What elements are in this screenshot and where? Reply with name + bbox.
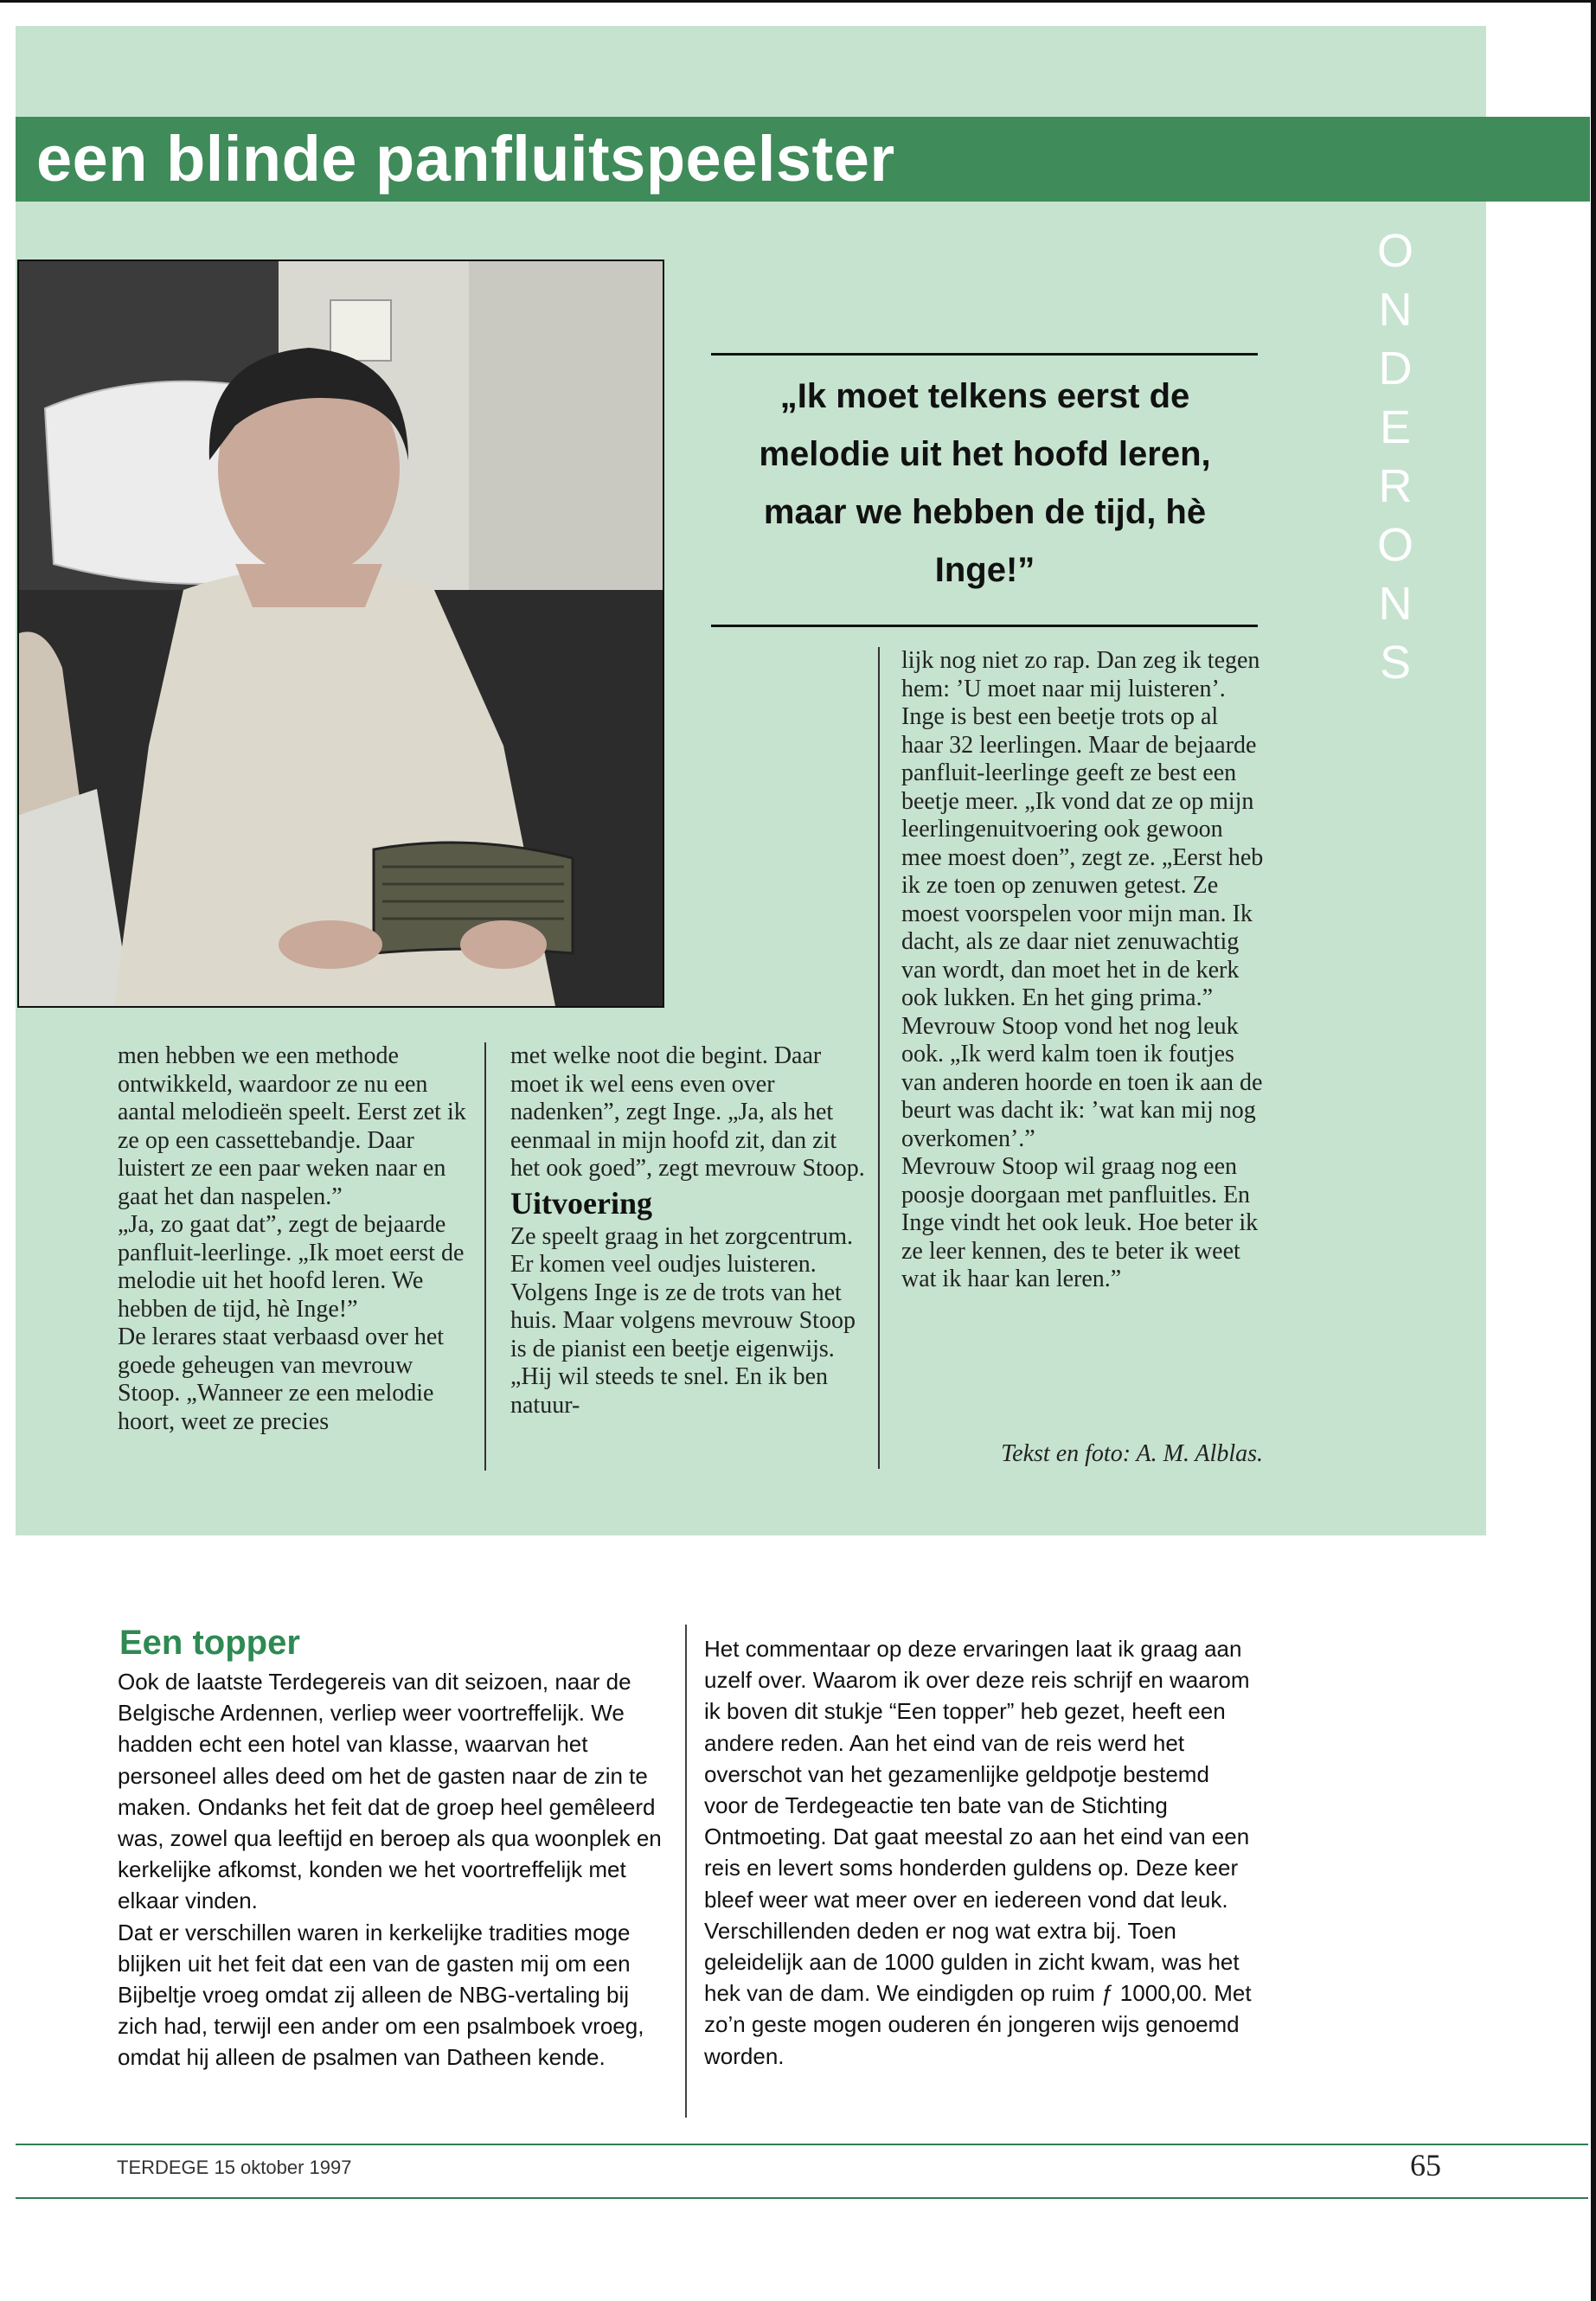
section-label-text: ONDERONS: [1369, 225, 1421, 695]
quote-rule-bottom: [711, 625, 1258, 627]
publication-info: TERDEGE 15 oktober 1997: [117, 2157, 352, 2178]
paragraph: De lerares staat verbaasd over het goede geheugen van mevrouw Stoop. „Wanneer ze een melodie hoort, weet ze precies: [118, 1324, 445, 1435]
article-photo: [17, 260, 664, 1008]
article-column-1: [118, 1042, 472, 1436]
topper-column-left: [118, 1666, 671, 2073]
paragraph: „Ja, zo gaat dat”, zegt de bejaarde panfluit-leerlinge. „Ik moet eerst de melodie uit het hoofd leren. We hebben de tijd, hè Inge!”: [118, 1211, 465, 1323]
footer-rule-bottom: [16, 2197, 1588, 2199]
section-label: [1339, 225, 1452, 695]
paragraph: met welke noot die begint. Daar moet ik wel eens even over nadenken”, zegt Inge. „Ja, als het eenmaal in mijn hoofd zit, dan zit het ook goed”, zegt mevrouw Stoop.: [510, 1042, 865, 1182]
pull-quote: „Ik moet telkens eerst de melodie uit het hoofd leren, maar we hebben de tijd, hè Inge!”: [759, 377, 1211, 589]
topper-column-right: [704, 1633, 1258, 2072]
column-rule: [878, 647, 880, 1469]
paragraph: men hebben we een methode ontwikkeld, waardoor ze nu een aantal melodieën speelt. Eerst zet ik ze op een cassettebandje. Daar luistert ze een paar weken naar en gaat het dan naspelen.”: [118, 1042, 466, 1210]
photo-illustration: [19, 261, 663, 1006]
article-title: een blinde panfluitspeelster: [36, 123, 895, 195]
paragraph: Ook de laatste Terdegereis van dit seizoen, naar de Belgische Ardennen, verliep weer voortreffelijk. We hadden echt een hotel van klasse, waarvan het personeel alles deed om het de gasten naar de zin te maken. Ondanks het feit dat de groep heel gemêleerd was, zowel qua leeftijd en beroep als qua woonplek en kerkelijke afkomst, konden we het voortreffelijk met elkaar vinden.: [118, 1669, 662, 1914]
article-column-3: [901, 647, 1265, 1294]
column-rule: [484, 1042, 486, 1471]
article-column-2: [510, 1042, 865, 1420]
photo-credit: Tekst en foto: A. M. Alblas.: [1001, 1440, 1263, 1467]
paragraph: Inge is best een beetje trots op al haar 32 leerlingen. Maar de bejaarde panfluit-leerlinge geeft ze best een beetje meer. „Ik vond dat ze op mijn leerlingenuitvoering ook gewoon mee moest doen”, zegt ze. „Eerst heb ik ze toen op zenuwen getest. Ze moest voorspelen voor mijn man. Ik dacht, als ze daar niet zenuwachtig van wordt, dan moet het in de kerk ook lukken. En het ging prima.” Mevrouw Stoop vond het nog leuk ook. „Ik werd kalm toen ik foutjes van anderen hoorde en toen ik aan de beurt was dacht ik: ’wat kan mij nog overkomen’.”: [901, 703, 1264, 1152]
quote-rule-top: [711, 353, 1258, 356]
paragraph: lijk nog niet zo rap. Dan zeg ik tegen hem: ’U moet naar mij luisteren’.: [901, 647, 1260, 702]
footer-rule-top: [16, 2144, 1588, 2145]
paragraph: Dat er verschillen waren in kerkelijke tradities moge blijken uit het feit dat een van de gasten mij om een Bijbeltje vroeg omdat zij alleen de NBG-vertaling bij zich had, terwijl een ander om een psalmboek vroeg, omdat hij alleen de psalmen van Datheen kende.: [118, 1919, 644, 2071]
subheading-uitvoering: Uitvoering: [510, 1185, 652, 1221]
column-rule: [685, 1625, 687, 2118]
paragraph: Ze speelt graag in het zorgcentrum. Er komen veel oudjes luisteren. Volgens Inge is ze de trots van het huis. Maar volgens mevrouw Stoop is de pianist een beetje eigenwijs. „Hij wil steeds te snel. En ik ben natuur-: [510, 1222, 856, 1419]
page-number: 65: [1410, 2148, 1441, 2182]
paragraph: Mevrouw Stoop wil graag nog een poosje doorgaan met panfluitles. En Inge vindt het ook leuk. Hoe beter ik ze leer kennen, des te beter ik weet wat ik haar kan leren.”: [901, 1153, 1259, 1292]
topper-heading: Een topper: [119, 1624, 300, 1662]
paragraph: Het commentaar op deze ervaringen laat ik graag aan uzelf over. Waarom ik over deze reis schrijf en waarom ik boven dit stukje “Een topper” heb gezet, heeft een andere reden. Aan het eind van de reis werd het overschot van het gezamenlijke geldpotje bestemd voor de Terdegeactie ten bate van de Stichting Ontmoeting. Dat gaat meestal zo aan het eind van een reis en levert soms honderden guldens op. Deze keer bleef weer wat meer over en iedereen vond dat leuk. Verschillenden deden er nog wat extra bij. Toen geleidelijk aan de 1000 gulden in zicht kwam, was het hek van de dam. We eindigden op ruim ƒ 1000,00. Met zo’n geste mogen ouderen én jongeren wijs genoemd worden.: [704, 1636, 1252, 2069]
